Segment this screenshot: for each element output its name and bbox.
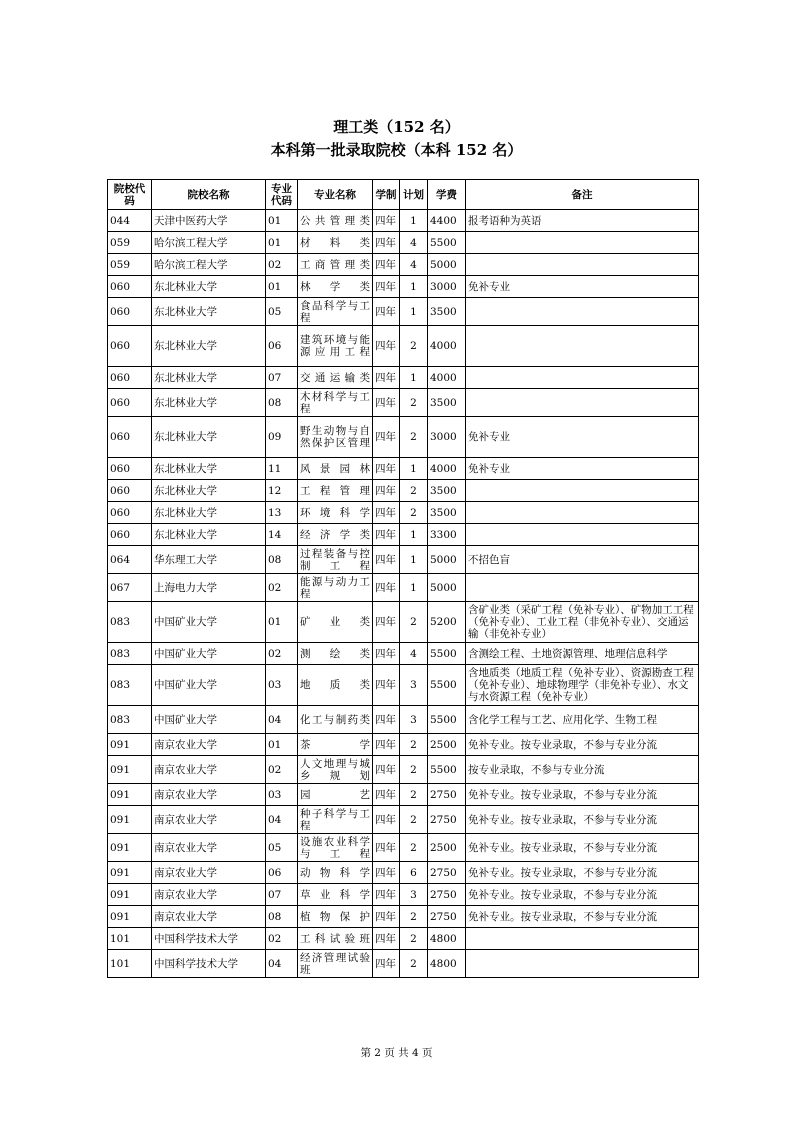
cell-major-code: 01 — [266, 232, 298, 254]
cell-duration: 四年 — [373, 706, 400, 734]
cell-major-code: 02 — [266, 643, 298, 665]
cell-major-name: 林学类 — [298, 276, 373, 298]
cell-duration: 四年 — [373, 602, 400, 643]
cell-fee: 3500 — [428, 389, 466, 417]
cell-plan: 1 — [400, 574, 428, 602]
cell-major-code: 03 — [266, 784, 298, 806]
table-row — [108, 546, 699, 574]
cell-major-code: 02 — [266, 756, 298, 784]
cell-plan: 2 — [400, 906, 428, 928]
cell-duration: 四年 — [373, 834, 400, 862]
cell-fee: 5000 — [428, 254, 466, 276]
table-row — [108, 574, 699, 602]
cell-major-code: 02 — [266, 928, 298, 950]
page-subtitle: 本科第一批录取院校（本科 152 名） — [270, 141, 523, 159]
cell-fee: 3500 — [428, 502, 466, 524]
cell-plan: 2 — [400, 950, 428, 978]
cell-major-name: 动物科学 — [298, 862, 373, 884]
cell-fee: 5000 — [428, 574, 466, 602]
cell-plan: 3 — [400, 706, 428, 734]
cell-duration: 四年 — [373, 928, 400, 950]
cell-school-name: 南京农业大学 — [152, 862, 266, 884]
cell-plan: 2 — [400, 928, 428, 950]
cell-school-code: 083 — [108, 602, 152, 643]
cell-school-name: 东北林业大学 — [152, 480, 266, 502]
cell-duration: 四年 — [373, 546, 400, 574]
cell-school-name: 天津中医药大学 — [152, 210, 266, 232]
cell-duration: 四年 — [373, 906, 400, 928]
cell-school-code: 067 — [108, 574, 152, 602]
cell-major-name: 设施农业科学与工程 — [298, 834, 373, 862]
cell-school-name: 东北林业大学 — [152, 524, 266, 546]
cell-major-code: 03 — [266, 665, 298, 706]
table-row — [108, 367, 699, 389]
cell-duration: 四年 — [373, 574, 400, 602]
cell-major-code: 07 — [266, 884, 298, 906]
cell-fee: 2500 — [428, 834, 466, 862]
cell-fee: 4000 — [428, 458, 466, 480]
cell-school-name: 东北林业大学 — [152, 502, 266, 524]
cell-fee: 3500 — [428, 298, 466, 326]
cell-duration: 四年 — [373, 389, 400, 417]
cell-duration: 四年 — [373, 417, 400, 458]
cell-fee: 5500 — [428, 665, 466, 706]
cell-major-name: 工科试验班 — [298, 928, 373, 950]
cell-duration: 四年 — [373, 643, 400, 665]
cell-school-code: 044 — [108, 210, 152, 232]
cell-major-name: 工程管理 — [298, 480, 373, 502]
cell-duration: 四年 — [373, 524, 400, 546]
cell-school-name: 哈尔滨工程大学 — [152, 232, 266, 254]
cell-duration: 四年 — [373, 232, 400, 254]
cell-major-name: 公共管理类 — [298, 210, 373, 232]
header-school-name: 院校名称 — [152, 180, 266, 210]
cell-major-name: 野生动物与自然保护区管理 — [298, 417, 373, 458]
cell-duration: 四年 — [373, 502, 400, 524]
cell-duration: 四年 — [373, 665, 400, 706]
cell-note — [466, 326, 699, 367]
cell-major-code: 08 — [266, 389, 298, 417]
cell-major-name: 种子科学与工程 — [298, 806, 373, 834]
cell-plan: 2 — [400, 756, 428, 784]
cell-note — [466, 480, 699, 502]
cell-fee: 3300 — [428, 524, 466, 546]
cell-school-name: 中国科学技术大学 — [152, 928, 266, 950]
cell-major-name: 园艺 — [298, 784, 373, 806]
table-row — [108, 906, 699, 928]
cell-duration: 四年 — [373, 862, 400, 884]
cell-major-code: 13 — [266, 502, 298, 524]
header-note: 备注 — [466, 180, 699, 210]
cell-major-name: 交通运输类 — [298, 367, 373, 389]
cell-duration: 四年 — [373, 756, 400, 784]
cell-school-name: 南京农业大学 — [152, 906, 266, 928]
cell-major-code: 01 — [266, 602, 298, 643]
cell-duration: 四年 — [373, 367, 400, 389]
cell-note: 免补专业。按专业录取，不参与专业分流 — [466, 784, 699, 806]
cell-school-code: 091 — [108, 756, 152, 784]
cell-major-name: 人文地理与城乡规划 — [298, 756, 373, 784]
cell-school-code: 091 — [108, 862, 152, 884]
cell-note: 含测绘工程、土地资源管理、地理信息科学 — [466, 643, 699, 665]
cell-school-name: 东北林业大学 — [152, 389, 266, 417]
cell-school-code: 091 — [108, 734, 152, 756]
cell-duration: 四年 — [373, 298, 400, 326]
cell-major-code: 12 — [266, 480, 298, 502]
cell-note: 免补专业 — [466, 276, 699, 298]
cell-major-code: 04 — [266, 950, 298, 978]
cell-fee: 2750 — [428, 806, 466, 834]
cell-school-code: 083 — [108, 706, 152, 734]
cell-plan: 2 — [400, 602, 428, 643]
cell-fee: 5200 — [428, 602, 466, 643]
cell-school-code: 091 — [108, 806, 152, 834]
cell-major-name: 材料类 — [298, 232, 373, 254]
cell-major-code: 04 — [266, 706, 298, 734]
cell-school-code: 060 — [108, 524, 152, 546]
cell-major-name: 经济学类 — [298, 524, 373, 546]
cell-school-code: 101 — [108, 950, 152, 978]
cell-fee: 3500 — [428, 480, 466, 502]
cell-school-name: 东北林业大学 — [152, 298, 266, 326]
header-major-name: 专业名称 — [298, 180, 373, 210]
cell-note — [466, 232, 699, 254]
cell-plan: 4 — [400, 232, 428, 254]
cell-major-name: 木材科学与工程 — [298, 389, 373, 417]
table-row — [108, 706, 699, 734]
cell-school-name: 东北林业大学 — [152, 458, 266, 480]
cell-school-name: 南京农业大学 — [152, 756, 266, 784]
cell-fee: 2750 — [428, 884, 466, 906]
table-row — [108, 389, 699, 417]
cell-school-name: 上海电力大学 — [152, 574, 266, 602]
cell-school-name: 东北林业大学 — [152, 326, 266, 367]
cell-duration: 四年 — [373, 480, 400, 502]
table-row — [108, 602, 699, 643]
cell-plan: 1 — [400, 210, 428, 232]
cell-major-code: 02 — [266, 254, 298, 276]
cell-duration: 四年 — [373, 734, 400, 756]
table-row — [108, 756, 699, 784]
header-fee: 学费 — [428, 180, 466, 210]
cell-school-code: 101 — [108, 928, 152, 950]
cell-school-name: 东北林业大学 — [152, 417, 266, 458]
table-row — [108, 326, 699, 367]
cell-major-code: 08 — [266, 906, 298, 928]
cell-plan: 2 — [400, 417, 428, 458]
cell-major-code: 06 — [266, 862, 298, 884]
cell-major-code: 09 — [266, 417, 298, 458]
cell-note — [466, 367, 699, 389]
cell-school-code: 060 — [108, 326, 152, 367]
cell-school-name: 南京农业大学 — [152, 884, 266, 906]
cell-fee: 4400 — [428, 210, 466, 232]
cell-school-name: 哈尔滨工程大学 — [152, 254, 266, 276]
cell-duration: 四年 — [373, 884, 400, 906]
cell-duration: 四年 — [373, 950, 400, 978]
cell-fee: 5500 — [428, 232, 466, 254]
cell-duration: 四年 — [373, 806, 400, 834]
cell-note: 免补专业。按专业录取，不参与专业分流 — [466, 734, 699, 756]
cell-major-name: 化工与制药类 — [298, 706, 373, 734]
cell-plan: 1 — [400, 458, 428, 480]
cell-school-code: 064 — [108, 546, 152, 574]
cell-school-name: 东北林业大学 — [152, 276, 266, 298]
cell-note — [466, 254, 699, 276]
admission-table — [107, 179, 699, 978]
cell-fee: 5500 — [428, 706, 466, 734]
cell-major-name: 风景园林 — [298, 458, 373, 480]
cell-major-code: 08 — [266, 546, 298, 574]
cell-fee: 2750 — [428, 906, 466, 928]
cell-school-code: 091 — [108, 884, 152, 906]
table-row — [108, 254, 699, 276]
cell-major-name: 地质类 — [298, 665, 373, 706]
cell-major-name: 测绘类 — [298, 643, 373, 665]
cell-duration: 四年 — [373, 210, 400, 232]
cell-plan: 2 — [400, 326, 428, 367]
cell-major-code: 01 — [266, 734, 298, 756]
table-row — [108, 884, 699, 906]
cell-duration: 四年 — [373, 254, 400, 276]
cell-school-code: 059 — [108, 254, 152, 276]
cell-plan: 6 — [400, 862, 428, 884]
cell-major-code: 05 — [266, 834, 298, 862]
cell-school-code: 091 — [108, 834, 152, 862]
cell-major-name: 食品科学与工程 — [298, 298, 373, 326]
cell-school-name: 南京农业大学 — [152, 734, 266, 756]
cell-fee: 4000 — [428, 367, 466, 389]
cell-fee: 3000 — [428, 417, 466, 458]
cell-school-name: 中国矿业大学 — [152, 643, 266, 665]
cell-school-code: 083 — [108, 643, 152, 665]
table-row — [108, 480, 699, 502]
cell-fee: 4800 — [428, 950, 466, 978]
cell-plan: 1 — [400, 298, 428, 326]
cell-major-name: 能源与动力工程 — [298, 574, 373, 602]
cell-school-name: 南京农业大学 — [152, 834, 266, 862]
table-row — [108, 928, 699, 950]
table-row — [108, 502, 699, 524]
cell-fee: 4800 — [428, 928, 466, 950]
cell-school-name: 中国矿业大学 — [152, 706, 266, 734]
cell-plan: 1 — [400, 546, 428, 574]
cell-note: 含化学工程与工艺、应用化学、生物工程 — [466, 706, 699, 734]
header-duration: 学制 — [373, 180, 400, 210]
cell-plan: 1 — [400, 276, 428, 298]
cell-fee: 4000 — [428, 326, 466, 367]
table-row — [108, 298, 699, 326]
cell-school-code: 060 — [108, 458, 152, 480]
cell-plan: 2 — [400, 502, 428, 524]
cell-plan: 4 — [400, 254, 428, 276]
cell-school-name: 南京农业大学 — [152, 806, 266, 834]
cell-school-code: 091 — [108, 784, 152, 806]
cell-major-name: 工商管理类 — [298, 254, 373, 276]
cell-fee: 5500 — [428, 643, 466, 665]
cell-major-code: 04 — [266, 806, 298, 834]
cell-major-name: 茶学 — [298, 734, 373, 756]
header-school-code: 院校代码 — [108, 180, 152, 210]
table-row — [108, 276, 699, 298]
cell-school-code: 060 — [108, 367, 152, 389]
cell-fee: 2500 — [428, 734, 466, 756]
cell-major-code: 11 — [266, 458, 298, 480]
cell-major-name: 环境科学 — [298, 502, 373, 524]
cell-major-code: 06 — [266, 326, 298, 367]
cell-major-name: 过程装备与控制工程 — [298, 546, 373, 574]
cell-major-name: 植物保护 — [298, 906, 373, 928]
cell-note: 免补专业。按专业录取，不参与专业分流 — [466, 884, 699, 906]
table-row — [108, 806, 699, 834]
table-row — [108, 862, 699, 884]
cell-note: 含地质类（地质工程（免补专业）、资源勘查工程（免补专业）、地球物理学（非免补专业）、水文与水资源工程（免补专业） — [466, 665, 699, 706]
cell-fee: 5000 — [428, 546, 466, 574]
cell-fee: 2750 — [428, 862, 466, 884]
cell-school-code: 060 — [108, 298, 152, 326]
table-row — [108, 784, 699, 806]
cell-note: 含矿业类（采矿工程（免补专业）、矿物加工工程（免补专业）、工业工程（非免补专业）、交通运输（非免补专业） — [466, 602, 699, 643]
cell-fee: 5500 — [428, 756, 466, 784]
cell-plan: 2 — [400, 480, 428, 502]
table-row — [108, 232, 699, 254]
cell-plan: 2 — [400, 784, 428, 806]
table-row — [108, 417, 699, 458]
cell-duration: 四年 — [373, 784, 400, 806]
cell-duration: 四年 — [373, 276, 400, 298]
cell-school-code: 091 — [108, 906, 152, 928]
cell-note: 免补专业。按专业录取，不参与专业分流 — [466, 862, 699, 884]
cell-school-name: 华东理工大学 — [152, 546, 266, 574]
cell-fee: 3000 — [428, 276, 466, 298]
cell-duration: 四年 — [373, 458, 400, 480]
cell-note: 免补专业。按专业录取，不参与专业分流 — [466, 806, 699, 834]
cell-note: 按专业录取，不参与专业分流 — [466, 756, 699, 784]
cell-note — [466, 298, 699, 326]
cell-fee: 2750 — [428, 784, 466, 806]
cell-note: 免补专业。按专业录取，不参与专业分流 — [466, 906, 699, 928]
cell-school-name: 东北林业大学 — [152, 367, 266, 389]
cell-school-code: 059 — [108, 232, 152, 254]
table-row — [108, 524, 699, 546]
table-row — [108, 643, 699, 665]
cell-note — [466, 950, 699, 978]
cell-school-code: 083 — [108, 665, 152, 706]
cell-note — [466, 928, 699, 950]
cell-plan: 3 — [400, 884, 428, 906]
cell-school-code: 060 — [108, 389, 152, 417]
cell-major-name: 矿业类 — [298, 602, 373, 643]
cell-school-code: 060 — [108, 276, 152, 298]
cell-note — [466, 574, 699, 602]
table-row — [108, 950, 699, 978]
cell-plan: 2 — [400, 834, 428, 862]
cell-major-name: 草业科学 — [298, 884, 373, 906]
cell-note — [466, 524, 699, 546]
header-major-code: 专业代码 — [266, 180, 298, 210]
cell-major-name: 建筑环境与能源应用工程 — [298, 326, 373, 367]
cell-school-name: 中国矿业大学 — [152, 665, 266, 706]
cell-note — [466, 389, 699, 417]
cell-plan: 1 — [400, 524, 428, 546]
table-row — [108, 665, 699, 706]
cell-school-code: 060 — [108, 480, 152, 502]
cell-major-code: 01 — [266, 276, 298, 298]
cell-major-code: 05 — [266, 298, 298, 326]
cell-duration: 四年 — [373, 326, 400, 367]
cell-school-name: 南京农业大学 — [152, 784, 266, 806]
cell-major-code: 01 — [266, 210, 298, 232]
cell-major-code: 14 — [266, 524, 298, 546]
page-footer: 第 2 页 共 4 页 — [360, 1047, 433, 1059]
cell-major-code: 07 — [266, 367, 298, 389]
cell-note: 免补专业。按专业录取，不参与专业分流 — [466, 834, 699, 862]
cell-note: 不招色盲 — [466, 546, 699, 574]
table-row — [108, 210, 699, 232]
table-row — [108, 734, 699, 756]
cell-plan: 2 — [400, 389, 428, 417]
header-plan: 计划 — [400, 180, 428, 210]
table-header-row — [108, 180, 699, 210]
cell-plan: 2 — [400, 734, 428, 756]
cell-major-code: 02 — [266, 574, 298, 602]
table-row — [108, 834, 699, 862]
cell-plan: 1 — [400, 367, 428, 389]
page-title: 理工类（152 名） — [333, 118, 460, 136]
cell-plan: 2 — [400, 806, 428, 834]
table-row — [108, 458, 699, 480]
cell-note: 报考语种为英语 — [466, 210, 699, 232]
cell-note: 免补专业 — [466, 458, 699, 480]
cell-note: 免补专业 — [466, 417, 699, 458]
cell-note — [466, 502, 699, 524]
cell-school-code: 060 — [108, 417, 152, 458]
cell-school-code: 060 — [108, 502, 152, 524]
cell-school-name: 中国科学技术大学 — [152, 950, 266, 978]
cell-school-name: 中国矿业大学 — [152, 602, 266, 643]
cell-major-name: 经济管理试验班 — [298, 950, 373, 978]
cell-plan: 3 — [400, 665, 428, 706]
table-body — [108, 210, 699, 978]
cell-plan: 4 — [400, 643, 428, 665]
